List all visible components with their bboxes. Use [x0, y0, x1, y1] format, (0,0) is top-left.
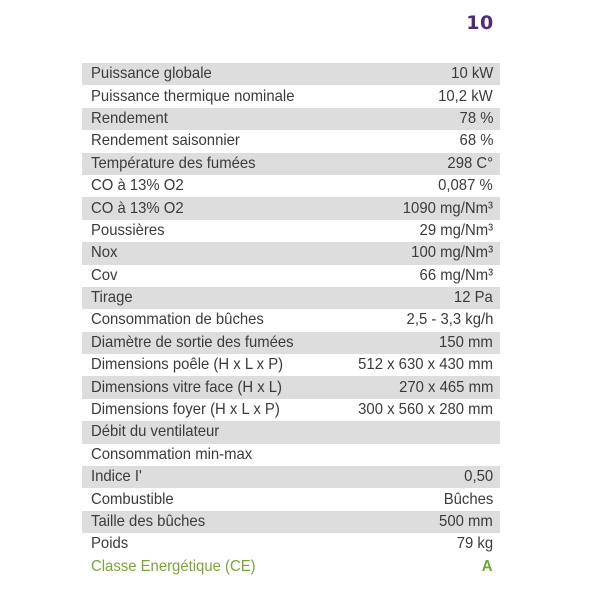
spec-row [82, 63, 500, 85]
spec-label: CO à 13% O2 [91, 177, 184, 195]
spec-label: Taille des bûches [91, 513, 206, 530]
spec-value: 500 mm [439, 513, 493, 530]
spec-label: Consommation de bûches [91, 311, 264, 329]
spec-row [82, 533, 500, 555]
spec-label: Dimensions foyer (H x L x P) [91, 401, 280, 419]
spec-row [82, 265, 500, 287]
spec-row [82, 242, 500, 264]
spec-value: 10 kW [450, 65, 493, 83]
spec-row [82, 488, 500, 510]
spec-label: Poids [91, 535, 129, 553]
spec-label: Tirage [91, 289, 133, 307]
spec-label: Combustible [91, 490, 174, 508]
spec-value: 10,2 kW [438, 87, 493, 105]
spec-label: Diamètre de sortie des fumées [91, 333, 294, 351]
spec-row [82, 444, 500, 466]
spec-row [82, 332, 500, 354]
spec-row [82, 175, 500, 197]
spec-value: 270 x 465 mm [398, 378, 493, 396]
spec-value: 2,5 - 3,3 kg/h [406, 311, 493, 329]
spec-value: 100 mg/Nm³ [411, 244, 493, 262]
spec-label: Rendement [91, 109, 168, 127]
spec-value: 78 % [459, 109, 493, 127]
spec-value: 1090 mg/Nm³ [402, 199, 493, 217]
spec-label: Dimensions vitre face (H x L) [91, 378, 283, 396]
spec-label: Rendement saisonnier [91, 132, 240, 150]
spec-value: 150 mm [439, 333, 493, 351]
spec-row [82, 85, 500, 107]
spec-row [82, 130, 500, 152]
spec-value: 12 Pa [454, 289, 493, 307]
spec-value: 512 x 630 x 430 mm [358, 356, 493, 374]
spec-label: CO à 13% O2 [91, 199, 184, 217]
spec-value: 29 mg/Nm³ [419, 221, 493, 239]
energy-class-value: A [482, 557, 493, 575]
spec-value: 300 x 560 x 280 mm [358, 401, 493, 419]
spec-row [82, 511, 500, 533]
spec-row [82, 466, 500, 488]
spec-value: 298 C° [447, 154, 493, 172]
energy-class-row [82, 556, 500, 578]
spec-label: Cov [91, 266, 118, 284]
spec-row [82, 220, 500, 242]
energy-class-label: Classe Energétique (CE) [91, 557, 256, 575]
spec-value: 0,087 % [438, 177, 493, 195]
spec-value: Bûches [443, 490, 493, 508]
spec-row [82, 108, 500, 130]
spec-value: 68 % [459, 132, 493, 150]
spec-row [82, 354, 500, 376]
spec-row [82, 376, 500, 398]
spec-label: Puissance thermique nominale [91, 87, 295, 105]
spec-row [82, 197, 500, 219]
spec-label: Débit du ventilateur [91, 423, 220, 441]
spec-label: Consommation min-max [91, 445, 253, 463]
spec-row [82, 287, 500, 309]
spec-row [82, 309, 500, 331]
spec-row [82, 153, 500, 175]
spec-label: Dimensions poêle (H x L x P) [91, 356, 284, 374]
spec-label: Indice I' [91, 468, 142, 486]
spec-label: Poussières [91, 221, 165, 239]
spec-row [82, 421, 500, 443]
spec-label: Nox [91, 244, 118, 262]
spec-row [82, 399, 500, 421]
model-column-header: 10 [466, 12, 494, 34]
spec-label: Température des fumées [91, 154, 256, 172]
spec-value: 0,50 [464, 468, 493, 486]
spec-label: Puissance globale [91, 65, 212, 83]
spec-table [82, 63, 500, 578]
spec-value: 79 kg [456, 535, 493, 553]
spec-value: 66 mg/Nm³ [419, 266, 493, 284]
